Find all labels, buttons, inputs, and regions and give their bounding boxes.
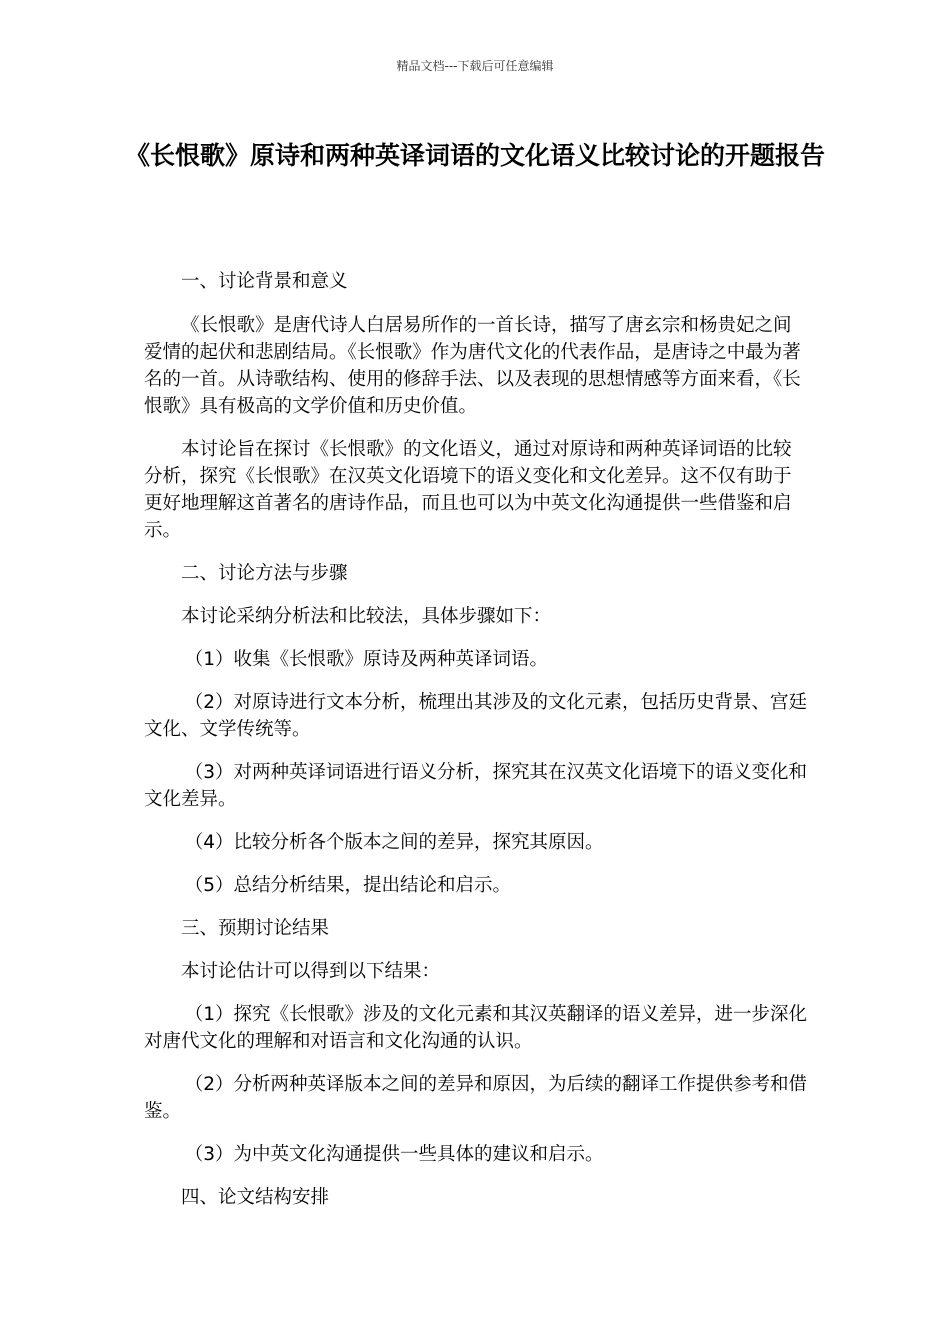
section-2-item-1: （1）收集《长恨歌》原诗及两种英译词语。 xyxy=(184,649,548,670)
section-2-item-4: （4）比较分析各个版本之间的差异，探究其原因。 xyxy=(184,832,604,853)
section-1-paragraph-1: 《长恨歌》是唐代诗人白居易所作的一首长诗，描写了唐玄宗和杨贵妃之间爱情的起伏和悲剧结局。《长恨歌》作为唐代文化的代表作品，是唐诗之中最为著名的一首。从诗歌结构、使用的修辞手法、以及表现的思想情感等方面来看，《长恨歌》具有极高的文学价值和历史价值。 xyxy=(144,315,801,417)
document-body xyxy=(144,268,808,1211)
section-2-item-3: （3）对两种英译词语进行语义分析，探究其在汉英文化语境下的语义变化和文化差异。 xyxy=(144,762,807,810)
section-1-heading: 一、讨论背景和意义 xyxy=(181,271,348,292)
header-note: 精品文档---下载后可任意编辑 xyxy=(396,59,554,73)
section-3-item-3: （3）为中英文化沟通提供一些具体的建议和启示。 xyxy=(184,1144,604,1165)
section-2-intro: 本讨论采纳分析法和比较法，具体步骤如下： xyxy=(181,606,552,627)
section-3-heading: 三、预期讨论结果 xyxy=(181,918,330,939)
section-2-item-2: （2）对原诗进行文本分析，梳理出其涉及的文化元素，包括历史背景、宫廷文化、文学传统等。 xyxy=(144,692,807,740)
section-3-item-1: （1）探究《长恨歌》涉及的文化元素和其汉英翻译的语义差异，进一步深化对唐代文化的理解和对语言和文化沟通的认识。 xyxy=(144,1004,807,1052)
document-title: 《长恨歌》原诗和两种英译词语的文化语义比较讨论的开题报告 xyxy=(124,141,825,170)
section-1-paragraph-2: 本讨论旨在探讨《长恨歌》的文化语义，通过对原诗和两种英译词语的比较分析，探究《长恨歌》在汉英文化语境下的语义变化和文化差异。这不仅有助于更好地理解这首著名的唐诗作品，而且也可以为中英文化沟通提供一些借鉴和启示。 xyxy=(144,439,792,541)
section-2-heading: 二、讨论方法与步骤 xyxy=(181,563,348,584)
section-2-item-5: （5）总结分析结果，提出结论和启示。 xyxy=(184,875,511,896)
section-3-item-2: （2）分析两种英译版本之间的差异和原因，为后续的翻译工作提供参考和借鉴。 xyxy=(144,1074,807,1122)
section-3-intro: 本讨论估计可以得到以下结果： xyxy=(181,961,441,982)
section-4-heading: 四、论文结构安排 xyxy=(181,1187,330,1208)
